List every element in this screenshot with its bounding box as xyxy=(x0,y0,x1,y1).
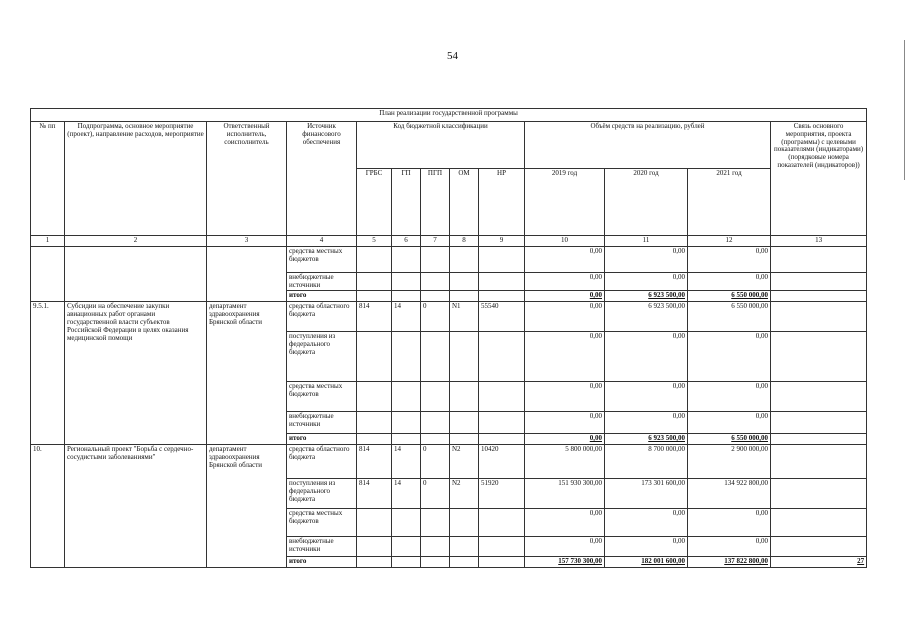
header-gp: ГП xyxy=(392,169,421,236)
amount-2019: 5 800 000,00 xyxy=(525,445,605,479)
pgp-cell xyxy=(421,382,450,412)
om-cell xyxy=(450,382,479,412)
page-number: 54 xyxy=(447,50,458,62)
grbs-cell xyxy=(357,332,392,382)
pgp-cell xyxy=(421,509,450,537)
indicator-link-cell xyxy=(771,412,867,434)
amount-2020: 0,00 xyxy=(605,332,688,382)
amount-2020: 8 700 000,00 xyxy=(605,445,688,479)
amount-2021: 134 922 800,00 xyxy=(688,479,771,509)
gp-cell xyxy=(392,557,421,568)
header-nr: НР xyxy=(479,169,525,236)
nr-cell xyxy=(479,434,525,445)
om-cell xyxy=(450,291,479,302)
amount-2019: 0,00 xyxy=(525,332,605,382)
grbs-cell: 814 xyxy=(357,479,392,509)
grbs-cell xyxy=(357,382,392,412)
amount-2019: 0,00 xyxy=(525,246,605,272)
pgp-cell xyxy=(421,291,450,302)
funding-source: внебюджетные источники xyxy=(287,272,357,291)
nr-cell xyxy=(479,382,525,412)
header-program: Подпрограмма, основное мероприятие (проект), направление расходов, мероприятие xyxy=(65,122,207,236)
pgp-cell: 0 xyxy=(421,302,450,332)
grbs-cell xyxy=(357,272,392,291)
program-name-cell: Региональный проект "Борьба с сердечно-сосудистыми заболеваниями" xyxy=(65,445,207,568)
nr-cell: 51920 xyxy=(479,479,525,509)
nr-cell xyxy=(479,537,525,557)
amount-2021: 2 900 000,00 xyxy=(688,445,771,479)
funding-source: поступления из федерального бюджета xyxy=(287,332,357,382)
table-row xyxy=(31,246,867,272)
column-number: 3 xyxy=(207,236,287,247)
amount-2020: 0,00 xyxy=(605,382,688,412)
grbs-cell xyxy=(357,246,392,272)
amount-2019: 157 730 300,00 xyxy=(525,557,605,568)
gp-cell xyxy=(392,246,421,272)
amount-2019: 0,00 xyxy=(525,302,605,332)
column-number: 8 xyxy=(450,236,479,247)
header-link: Связь основного мероприятия, проекта (программы) с целевыми показателями (индикаторами) (порядковые номера показателей (индикаторов)) xyxy=(771,122,867,236)
table-row xyxy=(31,302,867,332)
column-number: 4 xyxy=(287,236,357,247)
pgp-cell xyxy=(421,537,450,557)
indicator-link-cell xyxy=(771,272,867,291)
amount-2019: 0,00 xyxy=(525,537,605,557)
nr-cell xyxy=(479,246,525,272)
om-cell xyxy=(450,537,479,557)
pgp-cell xyxy=(421,246,450,272)
gp-cell xyxy=(392,382,421,412)
funding-source: средства местных бюджетов xyxy=(287,382,357,412)
column-number: 6 xyxy=(392,236,421,247)
column-number: 13 xyxy=(771,236,867,247)
amount-2021: 0,00 xyxy=(688,509,771,537)
gp-cell xyxy=(392,291,421,302)
gp-cell xyxy=(392,272,421,291)
pgp-cell xyxy=(421,557,450,568)
nr-cell xyxy=(479,412,525,434)
om-cell: N2 xyxy=(450,479,479,509)
gp-cell xyxy=(392,434,421,445)
grbs-cell xyxy=(357,537,392,557)
indicator-link-cell xyxy=(771,445,867,479)
header-responsible: Ответственный исполнитель, соисполнитель xyxy=(207,122,287,236)
column-number: 10 xyxy=(525,236,605,247)
funding-source: средства областного бюджета xyxy=(287,302,357,332)
grbs-cell xyxy=(357,434,392,445)
funding-source: внебюджетные источники xyxy=(287,537,357,557)
grbs-cell xyxy=(357,509,392,537)
funding-source: итого xyxy=(287,291,357,302)
header-om: ОМ xyxy=(450,169,479,236)
pgp-cell: 0 xyxy=(421,445,450,479)
header-2021: 2021 год xyxy=(688,169,771,236)
gp-cell xyxy=(392,412,421,434)
column-number: 9 xyxy=(479,236,525,247)
nr-cell xyxy=(479,332,525,382)
column-number-row xyxy=(31,236,867,247)
column-number: 1 xyxy=(31,236,65,247)
amount-2021: 6 550 000,00 xyxy=(688,302,771,332)
program-name-cell: Субсидии на обеспечение закупки авиационных работ органами государственной власти субъектов Российской Федерации в целях оказания медицинской помощи xyxy=(65,302,207,445)
amount-2019: 0,00 xyxy=(525,509,605,537)
row-no-cell: 9.5.1. xyxy=(31,302,65,445)
nr-cell xyxy=(479,291,525,302)
header-2019: 2019 год xyxy=(525,169,605,236)
column-number: 2 xyxy=(65,236,207,247)
amount-2019: 0,00 xyxy=(525,272,605,291)
pgp-cell xyxy=(421,332,450,382)
table-caption-row xyxy=(31,109,867,122)
amount-2021: 0,00 xyxy=(688,246,771,272)
indicator-link-cell xyxy=(771,509,867,537)
amount-2019: 0,00 xyxy=(525,434,605,445)
amount-2021: 0,00 xyxy=(688,332,771,382)
om-cell xyxy=(450,412,479,434)
grbs-cell xyxy=(357,291,392,302)
amount-2021: 137 822 800,00 xyxy=(688,557,771,568)
amount-2020: 182 001 600,00 xyxy=(605,557,688,568)
amount-2020: 0,00 xyxy=(605,509,688,537)
om-cell: N1 xyxy=(450,302,479,332)
amount-2020: 0,00 xyxy=(605,272,688,291)
gp-cell xyxy=(392,509,421,537)
funding-source: средства местных бюджетов xyxy=(287,246,357,272)
nr-cell xyxy=(479,272,525,291)
om-cell xyxy=(450,272,479,291)
column-number: 11 xyxy=(605,236,688,247)
column-number: 5 xyxy=(357,236,392,247)
amount-2021: 0,00 xyxy=(688,537,771,557)
gp-cell: 14 xyxy=(392,479,421,509)
amount-2020: 6 923 500,00 xyxy=(605,434,688,445)
funding-source: итого xyxy=(287,557,357,568)
program-plan-table-wrapper xyxy=(30,108,866,568)
table-caption: План реализации государственной программы xyxy=(31,109,867,122)
amount-2020: 6 923 500,00 xyxy=(605,302,688,332)
om-cell xyxy=(450,509,479,537)
nr-cell xyxy=(479,509,525,537)
funding-source: итого xyxy=(287,434,357,445)
indicator-link-cell xyxy=(771,479,867,509)
margin-marks xyxy=(901,40,905,180)
grbs-cell: 814 xyxy=(357,302,392,332)
amount-2021: 0,00 xyxy=(688,382,771,412)
amount-2021: 0,00 xyxy=(688,272,771,291)
table-row xyxy=(31,445,867,479)
amount-2020: 0,00 xyxy=(605,537,688,557)
pgp-cell: 0 xyxy=(421,479,450,509)
header-source: Источник финансового обеспечения xyxy=(287,122,357,236)
responsible-cell: департамент здравоохранения Брянской области xyxy=(207,445,287,568)
responsible-cell: департамент здравоохранения Брянской области xyxy=(207,302,287,445)
pgp-cell xyxy=(421,272,450,291)
funding-source: поступления из федерального бюджета xyxy=(287,479,357,509)
column-number: 12 xyxy=(688,236,771,247)
pgp-cell xyxy=(421,434,450,445)
column-number: 7 xyxy=(421,236,450,247)
gp-cell xyxy=(392,537,421,557)
row-no-cell: 10. xyxy=(31,445,65,568)
header-volume: Объём средств на реализацию, рублей xyxy=(525,122,771,169)
header-no: № пп xyxy=(31,122,65,236)
indicator-link-cell: 27 xyxy=(771,557,867,568)
responsible-cell xyxy=(207,246,287,301)
program-plan-table xyxy=(30,108,867,568)
funding-source: средства местных бюджетов xyxy=(287,509,357,537)
header-2020: 2020 год xyxy=(605,169,688,236)
gp-cell: 14 xyxy=(392,302,421,332)
om-cell xyxy=(450,557,479,568)
gp-cell: 14 xyxy=(392,445,421,479)
row-no-cell xyxy=(31,246,65,301)
indicator-link-cell xyxy=(771,291,867,302)
indicator-link-cell xyxy=(771,434,867,445)
grbs-cell: 814 xyxy=(357,445,392,479)
amount-2021: 6 550 000,00 xyxy=(688,434,771,445)
amount-2019: 151 930 300,00 xyxy=(525,479,605,509)
header-row-1 xyxy=(31,122,867,169)
indicator-link-cell xyxy=(771,332,867,382)
grbs-cell xyxy=(357,557,392,568)
amount-2020: 6 923 500,00 xyxy=(605,291,688,302)
header-budget-code: Код бюджетной классификации xyxy=(357,122,525,169)
nr-cell xyxy=(479,557,525,568)
indicator-link-cell xyxy=(771,302,867,332)
nr-cell: 10420 xyxy=(479,445,525,479)
om-cell xyxy=(450,246,479,272)
indicator-link-cell xyxy=(771,537,867,557)
amount-2019: 0,00 xyxy=(525,412,605,434)
amount-2019: 0,00 xyxy=(525,291,605,302)
pgp-cell xyxy=(421,412,450,434)
program-name-cell xyxy=(65,246,207,301)
om-cell xyxy=(450,434,479,445)
om-cell: N2 xyxy=(450,445,479,479)
amount-2021: 0,00 xyxy=(688,412,771,434)
grbs-cell xyxy=(357,412,392,434)
gp-cell xyxy=(392,332,421,382)
nr-cell: 55540 xyxy=(479,302,525,332)
amount-2020: 173 301 600,00 xyxy=(605,479,688,509)
indicator-link-cell xyxy=(771,246,867,272)
amount-2021: 6 550 000,00 xyxy=(688,291,771,302)
header-pgp: ПГП xyxy=(421,169,450,236)
amount-2019: 0,00 xyxy=(525,382,605,412)
header-grbs: ГРБС xyxy=(357,169,392,236)
amount-2020: 0,00 xyxy=(605,412,688,434)
om-cell xyxy=(450,332,479,382)
funding-source: средства областного бюджета xyxy=(287,445,357,479)
funding-source: внебюджетные источники xyxy=(287,412,357,434)
indicator-link-cell xyxy=(771,382,867,412)
amount-2020: 0,00 xyxy=(605,246,688,272)
